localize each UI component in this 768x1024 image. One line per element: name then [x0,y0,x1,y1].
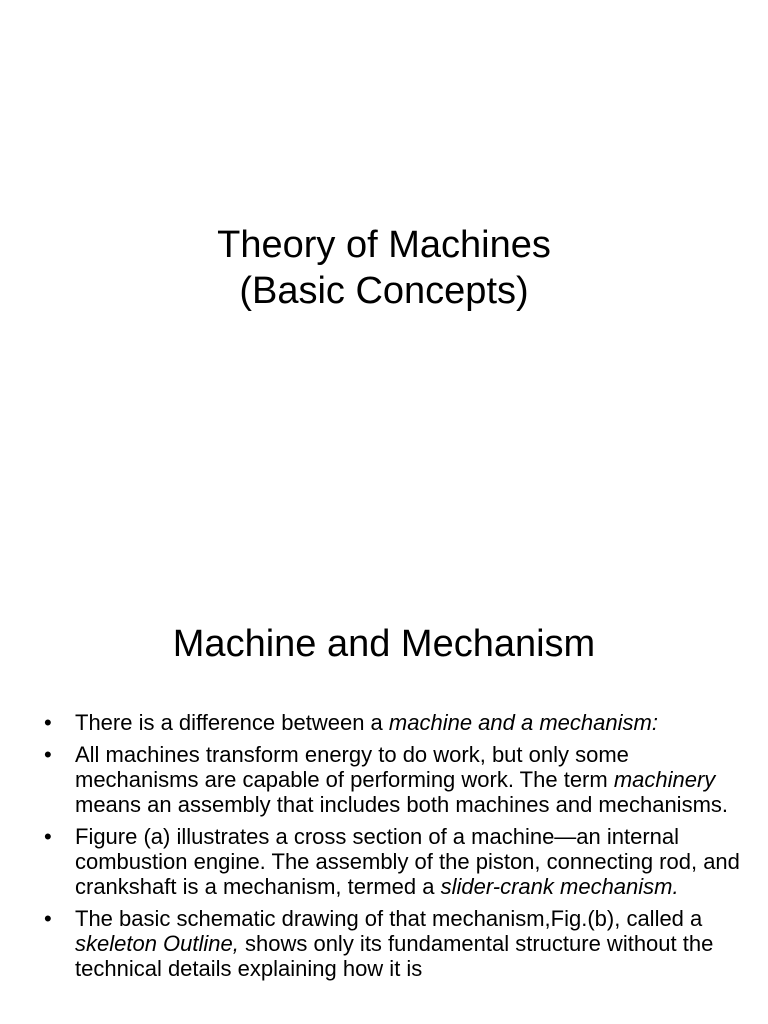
bullet-emphasis: machine and a mechanism: [388,710,658,735]
bullet-text: All machines transform energy to do work, but only some mechanisms are capable of performing work. The term [75,742,629,792]
bullet-item [44,906,744,981]
bullet-marker: • [44,906,52,931]
bullet-marker: • [44,824,52,849]
bullet-item [44,710,744,735]
bullet-text: Figure (a) illustrates a cross section of a machine—an internal combustion engine. The assembly of the piston, connecting rod, and crankshaft is a mechanism, termed a [75,824,740,899]
bullet-item [44,824,744,899]
bullet-emphasis: machinery [613,767,716,792]
slide-heading: Machine and Mechanism [172,623,596,665]
bullet-list [44,710,744,988]
bullet-text: means an assembly that includes both machines and mechanisms. [75,792,729,817]
bullet-text: shows only its fundamental structure without the technical details explaining how it is [75,931,714,981]
content-slide [0,576,768,1024]
bullet-item [44,742,744,817]
bullet-text: There is a difference between a [75,710,389,735]
title-line-1: Theory of Machines [217,224,551,266]
bullet-marker: • [44,742,52,767]
bullet-emphasis: slider-crank mechanism. [440,874,679,899]
title-line-2: (Basic Concepts) [239,270,529,312]
bullet-text: The basic schematic drawing of that mechanism,Fig.(b), called a [75,906,703,931]
bullet-emphasis: skeleton Outline, [75,931,239,956]
bullet-marker: • [44,710,52,735]
slide-title [0,222,768,314]
